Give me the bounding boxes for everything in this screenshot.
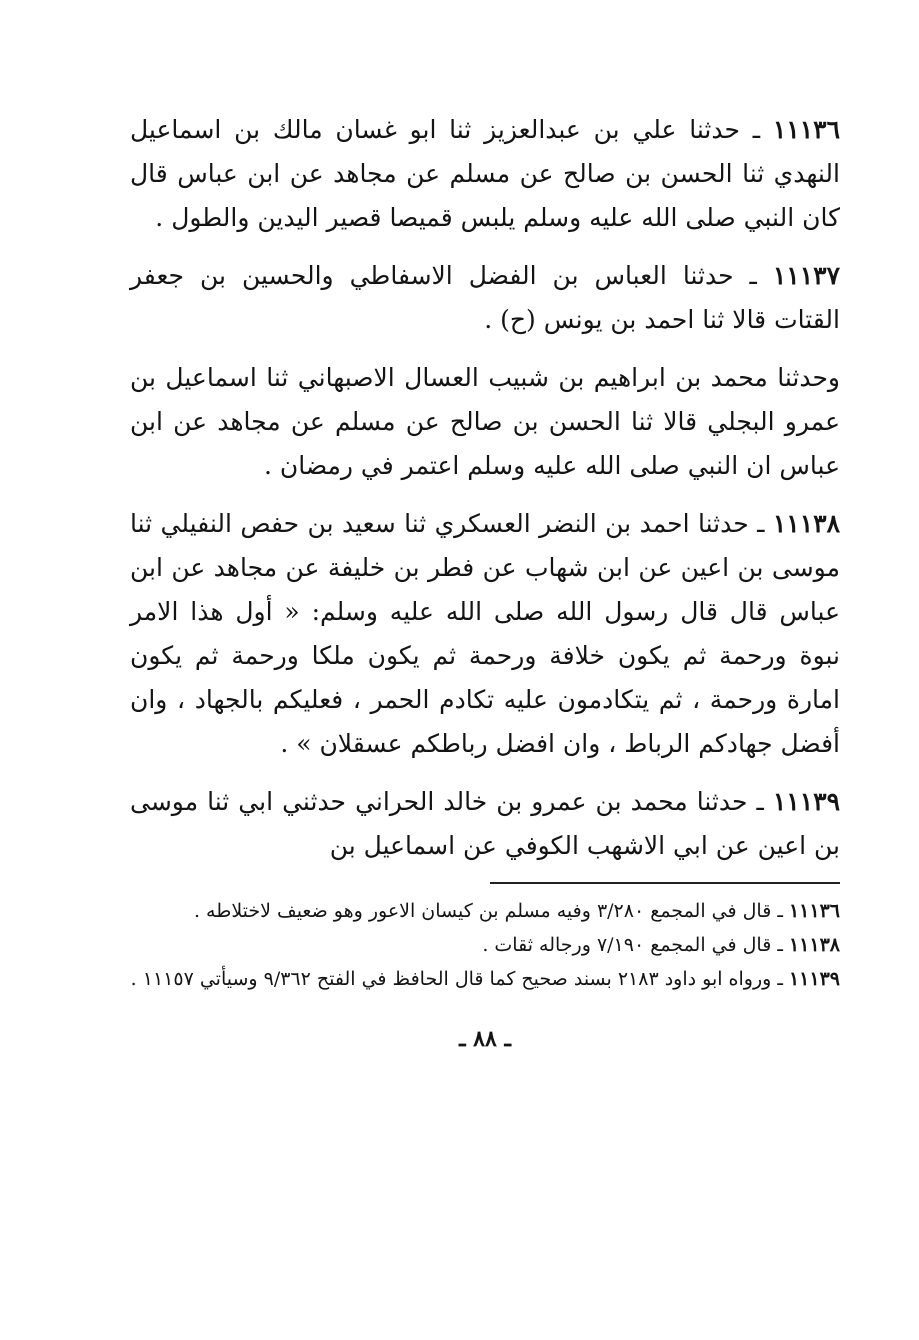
hadith-number: ١١١٣٨: [772, 509, 841, 538]
footnote-dash: ـ: [771, 968, 789, 990]
footnote-text: قال في المجمع ٧/١٩٠ ورجاله ثقات .: [482, 934, 772, 956]
hadith-text: حدثنا احمد بن النضر العسكري ثنا سعيد بن حفص النفيلي ثنا موسى بن اعين عن ابن شهاب عن فطر بن خليفة عن مجاهد عن ابن عباس قال قال رسول الله صلى الله عليه وسلم: « أول هذا الامر نبوة ورحمة ثم يكون خلافة ورحمة ثم يكون ملكا ورحمة ثم يكون امارة ورحمة ، ثم يتكادمون عليه تكادم الحمر ، فعليكم بالجهاد ، وان أفضل جهادكم الرباط ، وان افضل رباطكم عسقلان » .: [130, 509, 840, 758]
hadith-11138: [130, 502, 840, 766]
hadith-text: وحدثنا محمد بن ابراهيم بن شبيب العسال الاصبهاني ثنا اسماعيل بن عمرو البجلي قالا ثنا الحسن بن صالح عن مسلم عن مجاهد عن ابن عباس ان النبي صلى الله عليه وسلم اعتمر في رمضان .: [130, 363, 840, 480]
footnote-number: ١١١٣٨: [788, 934, 840, 956]
footnote-11136: [130, 894, 840, 928]
footnote-11138: [130, 928, 840, 962]
footnotes: [130, 894, 840, 996]
hadith-text: حدثنا محمد بن عمرو بن خالد الحراني حدثني ابي ثنا موسى بن اعين عن ابي الاشهب الكوفي عن اسماعيل بن: [130, 787, 840, 860]
hadith-dash: ـ: [739, 115, 773, 144]
hadith-dash: ـ: [733, 261, 773, 290]
page-number: ـ ٨٨ ـ: [459, 1026, 511, 1052]
hadith-dash: ـ: [748, 509, 773, 538]
footnote-text: ورواه ابو داود ٢١٨٣ بسند صحيح كما قال الحافظ في الفتح ٩/٣٦٢ وسيأتي ١١١٥٧ .: [130, 968, 772, 990]
hadith-number: ١١١٣٩: [772, 787, 841, 816]
hadith-11137-second-chain: [130, 356, 840, 488]
hadith-text: حدثنا العباس بن الفضل الاسفاطي والحسين بن جعفر القتات قالا ثنا احمد بن يونس (ح) .: [130, 261, 840, 334]
book-page: [130, 108, 840, 1052]
hadith-text: حدثنا علي بن عبدالعزيز ثنا ابو غسان مالك بن اسماعيل النهدي ثنا الحسن بن صالح عن مسلم عن مجاهد عن ابن عباس قال كان النبي صلى الله عليه وسلم يلبس قميصا قصير اليدين والطول .: [130, 115, 840, 232]
hadith-11136: [130, 108, 840, 240]
hadith-number: ١١١٣٦: [772, 115, 841, 144]
hadith-dash: ـ: [747, 787, 773, 816]
footnote-11139: [130, 962, 840, 996]
footnote-divider: [490, 882, 840, 884]
footnote-number: ١١١٣٦: [788, 900, 840, 922]
footnote-number: ١١١٣٩: [788, 968, 840, 990]
hadith-number: ١١١٣٧: [772, 261, 841, 290]
hadith-11139: [130, 780, 840, 868]
footnote-text: قال في المجمع ٣/٢٨٠ وفيه مسلم بن كيسان الاعور وهو ضعيف لاختلاطه .: [193, 900, 772, 922]
hadith-11137: [130, 254, 840, 342]
footnote-dash: ـ: [771, 934, 789, 956]
footnote-dash: ـ: [771, 900, 789, 922]
